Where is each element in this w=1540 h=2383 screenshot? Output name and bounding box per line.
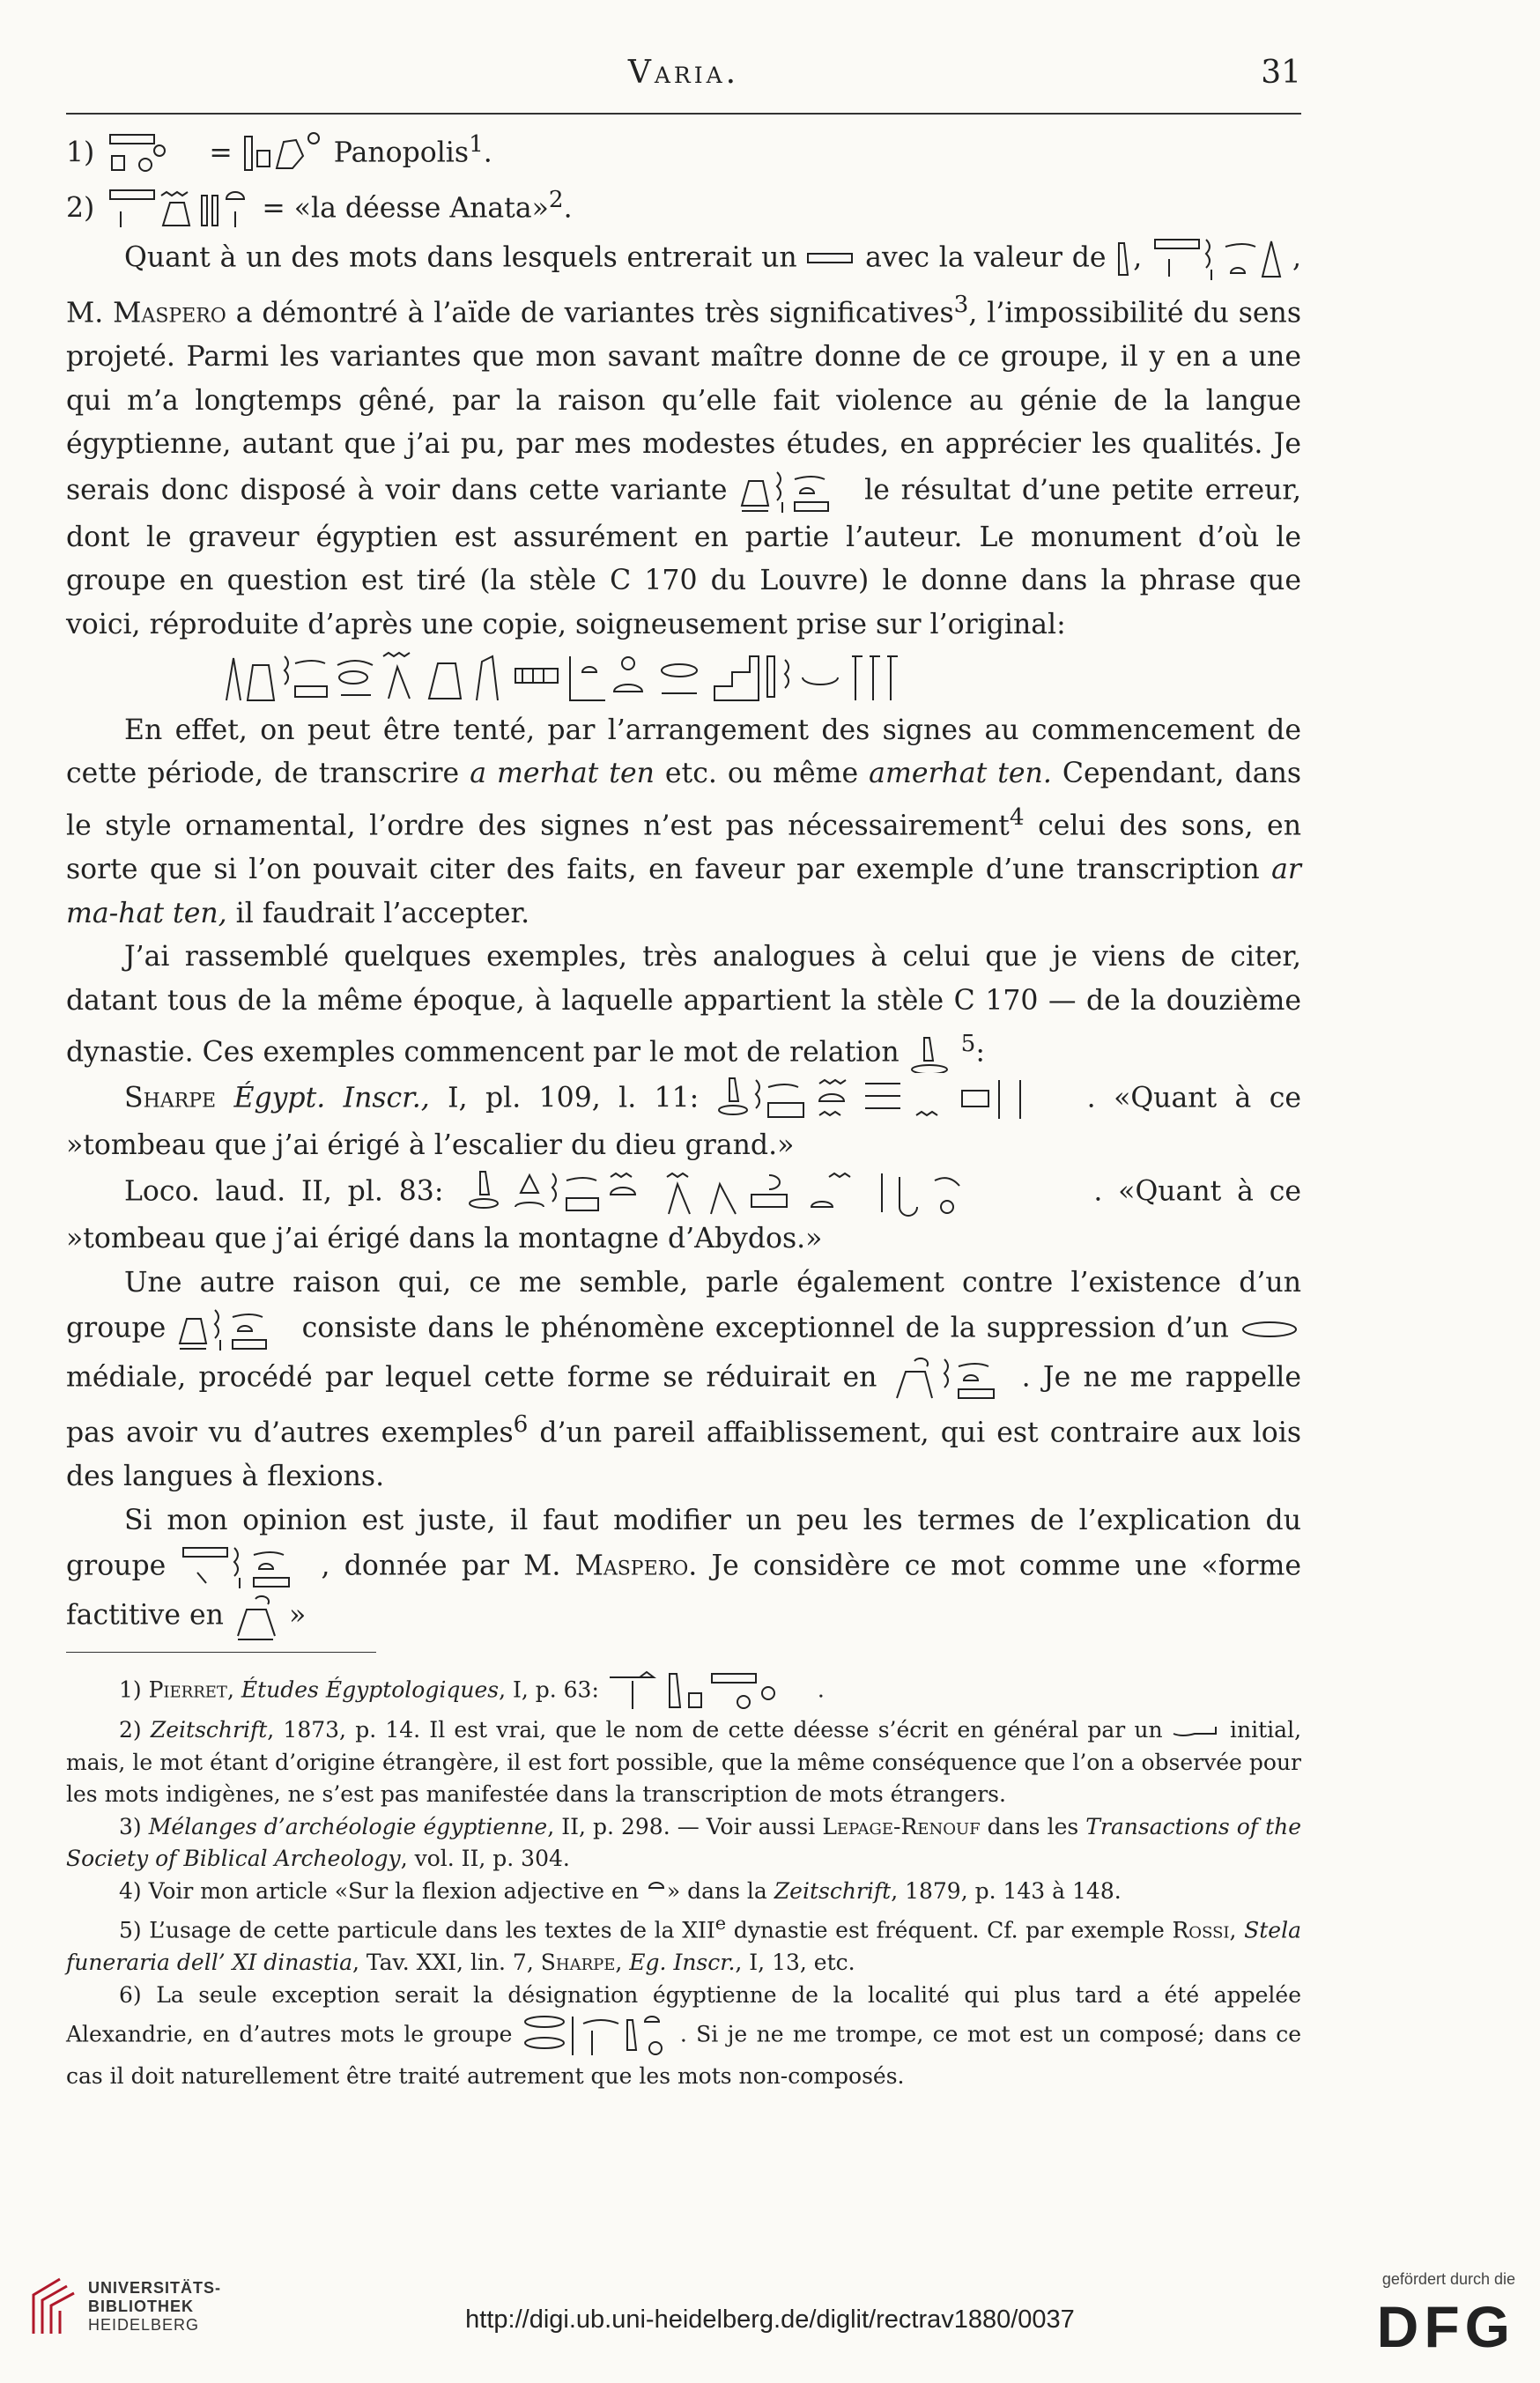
- example-2: Loco. laud. II, pl. 83: . «Quant à ce »tombeau que j’ai érigé dans la montagne d’Abydos.»: [66, 1168, 1301, 1262]
- hieroglyphic-phrase: [66, 648, 1301, 709]
- hieroglyph-group-icon: [717, 1075, 1087, 1124]
- hieroglyph-group-icon: [890, 1354, 1022, 1403]
- dfg-logo: DFG: [1376, 2294, 1515, 2359]
- hieroglyph-group-icon: [522, 2011, 680, 2061]
- library-name: UNIVERSITÄTS- BIBLIOTHEK HEIDELBERG: [88, 2279, 222, 2334]
- hieroglyph-group-icon: [738, 467, 853, 516]
- page-footer: [0, 2251, 1540, 2383]
- footnote-6: 6) La seule exception serait la désignation égyptienne de la localité qui plus tard a été appelée Alexandrie, en d’autres mots le groupe . Si je ne me trompe, ce mot est un composé; dans ce cas il doit naturellement être traité autrement que les mots non-composés.: [66, 1981, 1301, 2090]
- paragraph-5: Si mon opinion est juste, il faut modifier un peu les termes de l’explication du groupe , donnée par M. Maspero. Je considère ce mot comme une «forme factitive en »: [66, 1499, 1301, 1642]
- hieroglyph-group-icon: [606, 1669, 818, 1714]
- hieroglyph-reed-icon: [1115, 240, 1133, 278]
- footnotes: [66, 1669, 1301, 2092]
- footnote-2: 2) Zeitschrift, 1873, p. 14. Il est vrai, que le nom de cette déesse s’écrit en général par un initial, mais, le mot étant d’origine étrangère, il est fort possible, que la même conséquence que l’on a observée pour les mots indigènes, ne s’est pas manifestée dans la transcription de mots étrangers.: [66, 1717, 1302, 1808]
- source-url-link[interactable]: http://digi.ub.uni-heidelberg.de/diglit/rectrav1880/0037: [465, 2305, 1075, 2334]
- hieroglyph-phrase-icon: [221, 648, 1146, 709]
- paragraph-4: Une autre raison qui, ce me semble, parle également contre l’existence d’un groupe consiste dans le phénomène exceptionnel de la suppression d’un médiale, procédé par lequel cette forme se réduirait en . Je ne me rappelle pas avoir vu d’autres exemples$^6$ d’un pareil affaiblissement, qui est contraire aux lois des langues à flexions.: [66, 1266, 1302, 1493]
- main-text: [66, 123, 1301, 2093]
- hieroglyph-hand-icon: [1172, 1723, 1221, 1741]
- hieroglyph-group-icon: [176, 1305, 291, 1354]
- hieroglyph-loaf-icon: [646, 1879, 667, 1906]
- hieroglyph-group-icon: [103, 185, 253, 234]
- header-rule: [66, 113, 1301, 115]
- example-1: Sharpe Égypt. Inscr., I, pl. 109, l. 11: . «Quant à ce »tombeau que j’ai érigé à l’escalier du dieu grand.»: [66, 1075, 1301, 1168]
- running-title: Varia.: [627, 55, 740, 91]
- hieroglyph-mouth-icon: [1240, 1319, 1301, 1340]
- hieroglyph-reed-icon: [908, 1034, 952, 1073]
- footnote-4: 4) Voir mon article «Sur la flexion adjective en » dans la Zeitschrift, 1879, p. 143 à 148.: [66, 1876, 1301, 1908]
- hieroglyph-bird-icon: [233, 1592, 289, 1641]
- page-number: 31: [1261, 55, 1301, 91]
- equation-1: 1) = Panopolis$^1$.: [66, 123, 1301, 179]
- funding-note: gefördert durch die: [1381, 2270, 1515, 2288]
- footnote-separator: [66, 1652, 376, 1653]
- paragraph-1: Quant à un des mots dans lesquels entrerait un avec la valeur de , , M. Maspero a démontré à l’aïde de variantes très significatives$^3$, l’impossibilité du sens projeté. Parmi les variantes que mon savant maître donne de ce groupe, il y en a une qui m’a longtemps gêné, par la raison qu’elle fait violence au génie de la langue égyptienne, autant que j’ai pu, par mes modestes études, en apprécier les qualités. Je serais donc disposé à voir dans cette variante le résultat d’une petite erreur, dont le graveur égyptien est assurément en partie l’auteur. Le monument d’où le groupe en question est tiré (la stèle C 170 du Louvre) le donne dans la phrase que voici, réproduite d’après une copie, soigneusement prise sur l’original:: [66, 234, 1301, 648]
- hieroglyph-group-icon: [1151, 234, 1292, 284]
- footnote-3: 3) Mélanges d’archéologie égyptienne, II, p. 298. — Voir aussi Lepage-Renouf dans les Transactions of the Society of Biblical Archeology, vol. II, p. 304.: [66, 1813, 1302, 1872]
- paragraph-2: En effet, on peut être tenté, par l’arrangement des signes au commencement de cette période, de transcrire a merhat ten etc. ou même amerhat ten. Cependant, dans le style ornamental, l’ordre des signes n’est pas nécessairement$^4$ celui des sons, en sorte que si l’on pouvait citer des faits, en faveur par exemple d’une transcription ar ma-hat ten, il faudrait l’accepter.: [66, 714, 1302, 929]
- footnote-5: 5) L’usage de cette particule dans les textes de la XIIe dynastie est fréquent. Cf. par exemple Rossi, Stela funeraria dell’ XI dinastia, Tav. XXI, lin. 7, Sharpe, Eg. Inscr., I, 13, etc.: [66, 1913, 1301, 1976]
- paragraph-3: J’ai rassemblé quelques exemples, très analogues à celui que je viens de citer, datant tous de la même époque, à laquelle appartient la stèle C 170 — de la douzième dynastie. Ces exemples commencent par le mot de relation $^5$:: [66, 936, 1301, 1075]
- hieroglyph-group-icon: [241, 130, 325, 179]
- footnote-1: 1) Pierret, Études Égyptologiques, I, p. 63: .: [66, 1669, 1301, 1714]
- running-header: [66, 55, 1301, 99]
- hieroglyph-group-icon: [180, 1543, 321, 1592]
- hieroglyph-sign-icon: [806, 250, 855, 268]
- hieroglyph-group-icon: [103, 130, 200, 179]
- equation-2: 2) = «la déesse Anata»$^2$.: [66, 179, 1301, 234]
- hieroglyph-group-icon: [459, 1168, 1093, 1217]
